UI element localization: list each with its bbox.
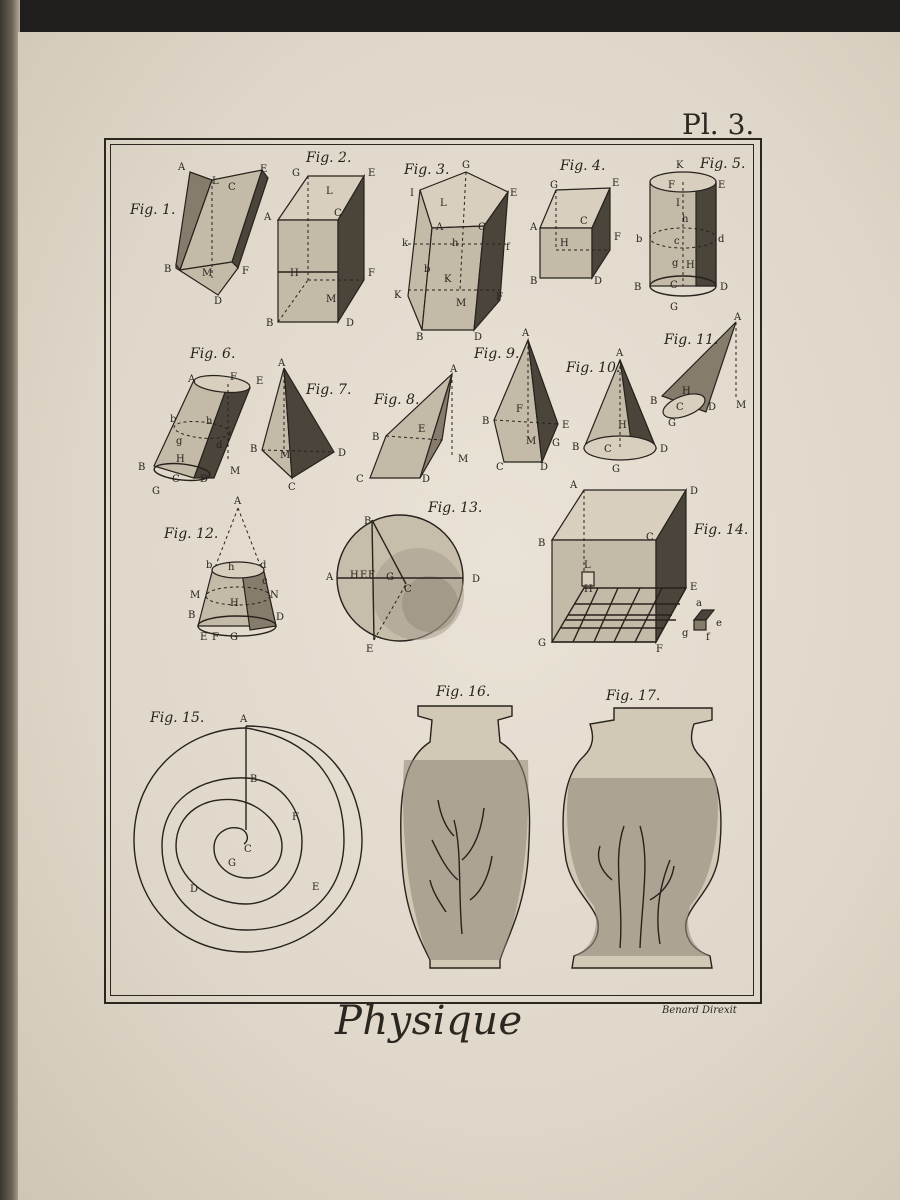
fig7-label: C — [288, 482, 296, 493]
fig5-label: D — [720, 282, 729, 293]
fig1-caption: Fig. 1. — [130, 202, 176, 218]
fig8-pyramid — [370, 374, 452, 478]
fig11-label: A — [734, 312, 742, 323]
fig5-caption: Fig. 5. — [700, 156, 746, 172]
fig9-caption: Fig. 9. — [474, 346, 520, 362]
fig8-label: C — [356, 474, 364, 485]
fig5-label: B — [634, 282, 642, 293]
fig14-label: D — [690, 486, 699, 497]
fig11-label: B — [650, 396, 658, 407]
plate-title: Physique — [335, 998, 523, 1044]
fig13-label: G — [386, 572, 394, 583]
fig2-label: F — [368, 268, 375, 279]
fig15-label: G — [228, 858, 236, 869]
fig4-label: F — [614, 232, 621, 243]
fig3-label: B — [416, 332, 424, 343]
fig16-caption: Fig. 16. — [436, 684, 491, 700]
fig8-label: D — [422, 474, 431, 485]
fig13-label: E — [366, 644, 374, 655]
fig3-label: k — [402, 238, 409, 249]
fig1-label: F — [242, 266, 249, 277]
fig2-label: M — [326, 294, 337, 305]
fig6-label: C — [172, 474, 180, 485]
fig1-label: D — [214, 296, 223, 307]
fig5-label: H — [686, 260, 695, 271]
fig9-label: D — [540, 462, 549, 473]
fig14-label: H — [584, 584, 593, 595]
fig12-label: F — [212, 632, 219, 643]
fig6-caption: Fig. 6. — [190, 346, 236, 362]
fig5-label: G — [670, 302, 678, 313]
fig4-label: A — [530, 222, 538, 233]
fig1-label: A — [178, 162, 186, 173]
fig15-label: E — [312, 882, 320, 893]
fig2-caption: Fig. 2. — [306, 150, 352, 166]
fig1-label: E — [260, 164, 268, 175]
fig3-label: I — [410, 188, 414, 199]
fig5-label: E — [718, 180, 726, 191]
fig15-label: F — [292, 812, 299, 823]
fig13-label: H — [350, 570, 359, 581]
fig14-label: G — [538, 638, 546, 649]
fig11-label: G — [668, 418, 676, 429]
fig6-label: A — [188, 374, 196, 385]
fig16-vase — [401, 706, 530, 968]
fig8-caption: Fig. 8. — [374, 392, 420, 408]
fig5-label: d — [718, 234, 725, 245]
fig14-label: L — [584, 560, 591, 571]
fig9-label: M — [526, 436, 537, 447]
fig14-label: A — [570, 480, 578, 491]
fig2-prism — [278, 176, 364, 322]
fig9-label: E — [562, 420, 570, 431]
fig9-label: F — [516, 404, 523, 415]
fig15-label: C — [244, 844, 252, 855]
fig12-label: N — [270, 590, 279, 601]
fig14-label: C — [646, 532, 654, 543]
fig7-label: B — [250, 444, 258, 455]
fig7-label: D — [338, 448, 347, 459]
fig4-caption: Fig. 4. — [560, 158, 606, 174]
fig14-cube — [552, 490, 714, 642]
fig15-label: D — [190, 884, 199, 895]
fig6-label: B — [138, 462, 146, 473]
fig3-label: C — [478, 222, 486, 233]
fig8-label: B — [372, 432, 380, 443]
fig3-label: D — [474, 332, 483, 343]
fig13-label: A — [326, 572, 334, 583]
fig10-label: G — [612, 464, 620, 475]
fig5-label: K — [676, 160, 684, 171]
fig13-label: C — [404, 584, 412, 595]
fig13-label: F — [368, 570, 375, 581]
fig14-label: e — [716, 618, 722, 629]
fig13-label: E — [360, 570, 368, 581]
fig12-label: E — [200, 632, 208, 643]
fig6-label: E — [256, 376, 264, 387]
fig3-label: K — [444, 274, 452, 285]
fig15-spiral — [134, 726, 362, 952]
fig14-label: a — [696, 598, 702, 609]
fig12-label: G — [230, 632, 238, 643]
fig12-label: h — [228, 562, 235, 573]
fig12-label: M — [190, 590, 201, 601]
fig3-label: f — [506, 242, 510, 253]
fig9-label: B — [482, 416, 490, 427]
fig9-label: A — [522, 328, 530, 339]
fig17-vase — [563, 708, 721, 968]
fig6-label: H — [176, 454, 185, 465]
fig11-caption: Fig. 11. — [664, 332, 719, 348]
fig6-label: F — [230, 372, 237, 383]
fig11-label: D — [708, 402, 717, 413]
fig3-label: G — [462, 160, 470, 171]
fig1-label: C — [228, 182, 236, 193]
fig9-label: C — [496, 462, 504, 473]
fig2-label: L — [326, 186, 333, 197]
fig7-caption: Fig. 7. — [306, 382, 352, 398]
fig12-caption: Fig. 12. — [164, 526, 219, 542]
fig6-label: M — [230, 466, 241, 477]
fig3-label: F — [496, 292, 503, 303]
fig5-cylinder — [650, 172, 716, 296]
fig8-label: E — [418, 424, 426, 435]
fig4-label: D — [594, 276, 603, 287]
fig17-caption: Fig. 17. — [606, 688, 661, 704]
fig2-label: E — [368, 168, 376, 179]
fig12-label: b — [206, 560, 213, 571]
fig12-label: d — [260, 560, 267, 571]
fig3-label: h — [452, 238, 459, 249]
engraver-credit: Benard Direxit — [662, 1005, 737, 1016]
fig2-label: G — [292, 168, 300, 179]
fig3-label: A — [436, 222, 444, 233]
fig5-label: c — [674, 236, 680, 247]
fig2-label: D — [346, 318, 355, 329]
fig10-label: B — [572, 442, 580, 453]
fig8-label: A — [450, 364, 458, 375]
fig4-label: E — [612, 178, 620, 189]
fig10-label: H — [618, 420, 627, 431]
fig12-label: c — [262, 576, 268, 587]
fig3-label: K — [394, 290, 402, 301]
fig3-label: L — [440, 198, 447, 209]
fig11-label: C — [676, 402, 684, 413]
fig14-label: f — [706, 632, 710, 643]
fig1-prism — [176, 170, 268, 295]
fig3-label: b — [424, 264, 431, 275]
fig4-cube — [540, 188, 610, 278]
fig12-label: A — [234, 496, 242, 507]
fig4-label: H — [560, 238, 569, 249]
fig14-label: E — [690, 582, 698, 593]
fig8-label: M — [458, 454, 469, 465]
fig5-label: C — [670, 280, 678, 291]
fig6-label: h — [206, 416, 213, 427]
fig13-label: B — [364, 516, 372, 527]
fig14-label: B — [538, 538, 546, 549]
fig5-label: I — [676, 198, 680, 209]
fig12-label: H — [230, 598, 239, 609]
fig14-caption: Fig. 14. — [694, 522, 749, 538]
fig3-label: E — [510, 188, 518, 199]
fig15-label: B — [250, 774, 258, 785]
fig13-label: D — [472, 574, 481, 585]
fig6-label: D — [200, 474, 209, 485]
fig15-caption: Fig. 15. — [150, 710, 205, 726]
fig1-label: M — [202, 268, 213, 279]
fig14-label: F — [656, 644, 663, 655]
fig12-label: B — [188, 610, 196, 621]
fig6-label: G — [152, 486, 160, 497]
fig5-label: b — [636, 234, 643, 245]
fig2-label: A — [264, 212, 272, 223]
fig6-label: g — [176, 436, 183, 447]
fig10-label: D — [660, 444, 669, 455]
plate-number: Pl. 3. — [682, 108, 755, 141]
fig5-label: F — [668, 180, 675, 191]
fig2-label: C — [334, 208, 342, 219]
fig1-label: L — [212, 176, 219, 187]
fig14-label: g — [682, 628, 689, 639]
fig6-label: d — [216, 440, 223, 451]
fig6-label: b — [170, 414, 177, 425]
fig1-label: B — [164, 264, 172, 275]
fig10-caption: Fig. 10. — [566, 360, 621, 376]
fig15-label: A — [240, 714, 248, 725]
fig12-label: D — [276, 612, 285, 623]
fig2-label: B — [266, 318, 274, 329]
fig3-caption: Fig. 3. — [404, 162, 450, 178]
fig11-label: H — [682, 386, 691, 397]
fig4-label: B — [530, 276, 538, 287]
fig11-label: M — [736, 400, 747, 411]
fig3-label: M — [456, 298, 467, 309]
fig7-label: A — [278, 358, 286, 369]
fig5-label: h — [682, 214, 689, 225]
fig4-label: C — [580, 216, 588, 227]
fig9-label: G — [552, 438, 560, 449]
fig5-label: g — [672, 258, 679, 269]
fig4-label: G — [550, 180, 558, 191]
fig13-caption: Fig. 13. — [428, 500, 483, 516]
fig7-label: M — [280, 450, 291, 461]
fig10-label: C — [604, 444, 612, 455]
fig2-label: H — [290, 268, 299, 279]
fig10-label: A — [616, 348, 624, 359]
